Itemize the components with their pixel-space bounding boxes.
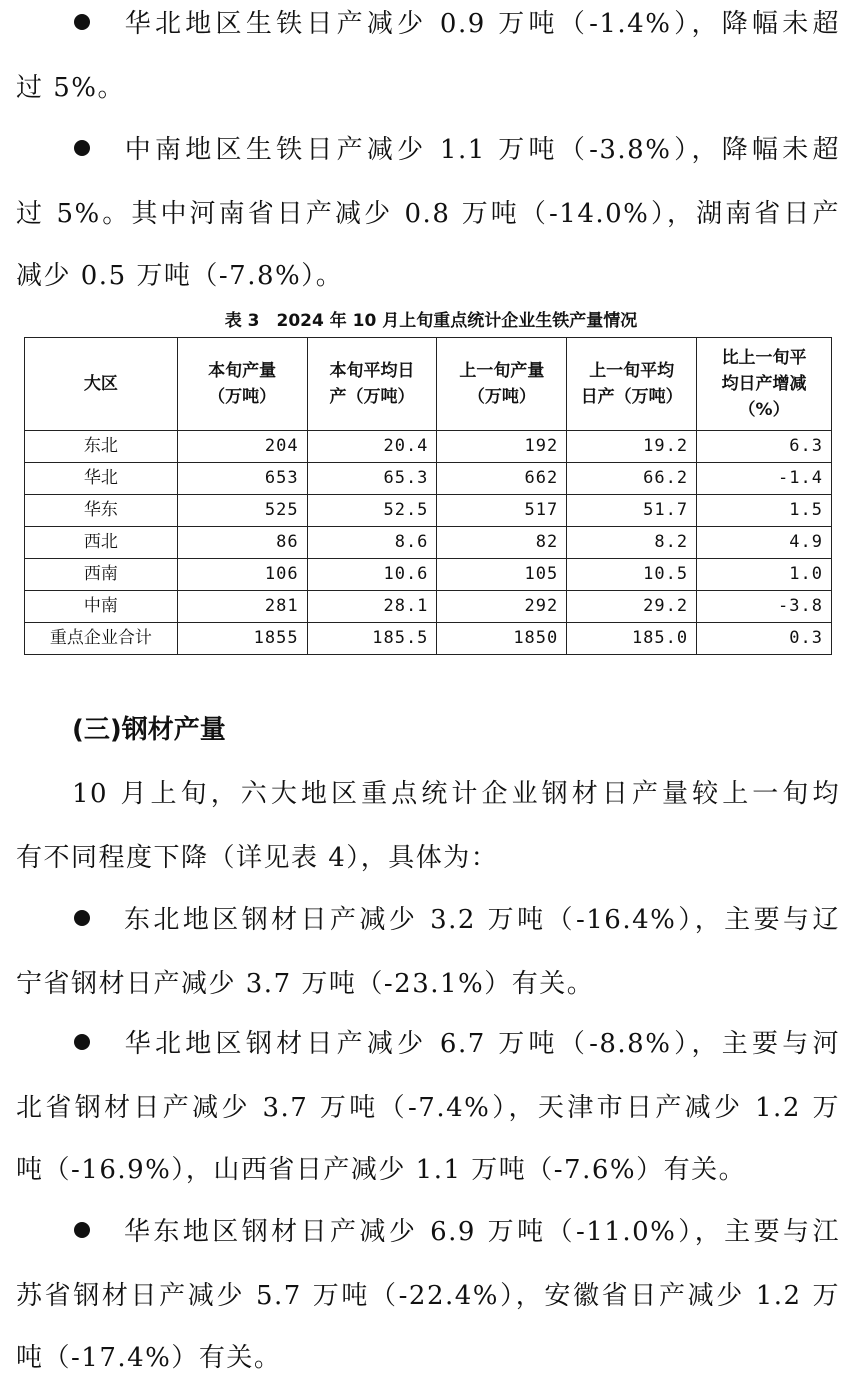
paragraph-line: 有不同程度下降（详见表 4），具体为： [16,843,499,873]
data-cell: 192 [437,431,567,463]
region-cell: 东北 [25,431,178,463]
data-cell: 1.5 [697,495,832,527]
data-cell: 105 [437,559,567,591]
header-previous-daily: 上一旬平均 日产（万吨） [567,338,697,431]
paragraph-line: 宁省钢材日产减少 3.7 万吨（-23.1%）有关。 [16,969,595,999]
data-cell: 19.2 [567,431,697,463]
header-current-output: 本旬产量 （万吨） [177,338,307,431]
data-cell: -3.8 [697,591,832,623]
data-cell: 1.0 [697,559,832,591]
table-row [25,431,832,463]
data-cell: 204 [177,431,307,463]
data-cell: 4.9 [697,527,832,559]
bullet-icon [74,1034,90,1050]
data-cell: 8.6 [307,527,437,559]
paragraph-line: 过 5%。 [16,73,126,103]
region-cell: 西北 [25,527,178,559]
paragraph-line: 北省钢材日产减少 3.7 万吨（-7.4%），天津市日产减少 1.2 万 [16,1093,840,1123]
paragraph-line: 过 5%。其中河南省日产减少 0.8 万吨（-14.0%），湖南省日产 [16,199,840,229]
data-cell: 185.0 [567,623,697,655]
paragraph-line: 吨（-17.4%）有关。 [16,1343,282,1373]
table-row [25,527,832,559]
bullet-icon [74,910,90,926]
table-row [25,495,832,527]
paragraph-line: 东北地区钢材日产减少 3.2 万吨（-16.4%），主要与辽 [74,902,840,938]
paragraph-line: 减少 0.5 万吨（-7.8%）。 [16,261,344,291]
data-cell: 1855 [177,623,307,655]
data-cell: 1850 [437,623,567,655]
section-heading: (三)钢材产量 [72,715,226,745]
data-cell: 8.2 [567,527,697,559]
paragraph-line: 苏省钢材日产减少 5.7 万吨（-22.4%），安徽省日产减少 1.2 万 [16,1281,840,1311]
data-cell: 51.7 [567,495,697,527]
paragraph-line: 华东地区钢材日产减少 6.9 万吨（-11.0%），主要与江 [74,1214,840,1250]
table-total-row [25,623,832,655]
region-cell: 华北 [25,463,178,495]
data-cell: 6.3 [697,431,832,463]
region-cell: 华东 [25,495,178,527]
region-cell: 西南 [25,559,178,591]
header-previous-output: 上一旬产量 （万吨） [437,338,567,431]
data-cell: 281 [177,591,307,623]
table-row [25,559,832,591]
paragraph-line: 中南地区生铁日产减少 1.1 万吨（-3.8%），降幅未超 [74,132,840,168]
data-cell: 52.5 [307,495,437,527]
data-cell: 29.2 [567,591,697,623]
header-change-pct: 比上一旬平 均日产增减 （%） [697,338,832,431]
data-cell: 20.4 [307,431,437,463]
data-cell: 10.6 [307,559,437,591]
header-current-daily: 本旬平均日 产（万吨） [307,338,437,431]
data-cell: 10.5 [567,559,697,591]
data-cell: 0.3 [697,623,832,655]
data-cell: 185.5 [307,623,437,655]
bullet-icon [74,14,90,30]
data-cell: 662 [437,463,567,495]
data-cell: -1.4 [697,463,832,495]
data-cell: 65.3 [307,463,437,495]
region-cell: 中南 [25,591,178,623]
data-cell: 525 [177,495,307,527]
bullet-icon [74,140,90,156]
paragraph-line: 10 月上旬，六大地区重点统计企业钢材日产量较上一旬均 [72,779,840,809]
pig-iron-output-table [24,337,832,655]
data-cell: 66.2 [567,463,697,495]
data-cell: 653 [177,463,307,495]
data-cell: 86 [177,527,307,559]
region-cell: 重点企业合计 [25,623,178,655]
table-row [25,463,832,495]
data-cell: 292 [437,591,567,623]
bullet-icon [74,1222,90,1238]
data-cell: 82 [437,527,567,559]
data-cell: 28.1 [307,591,437,623]
paragraph-line: 华北地区生铁日产减少 0.9 万吨（-1.4%），降幅未超 [74,6,840,42]
data-cell: 517 [437,495,567,527]
paragraph-line: 华北地区钢材日产减少 6.7 万吨（-8.8%），主要与河 [74,1026,840,1062]
data-cell: 106 [177,559,307,591]
table-caption: 表 3 2024 年 10 月上旬重点统计企业生铁产量情况 [224,311,638,331]
paragraph-line: 吨（-16.9%），山西省日产减少 1.1 万吨（-7.6%）有关。 [16,1155,747,1185]
header-region: 大区 [25,338,178,431]
table-row [25,591,832,623]
table-header-row [25,338,832,431]
